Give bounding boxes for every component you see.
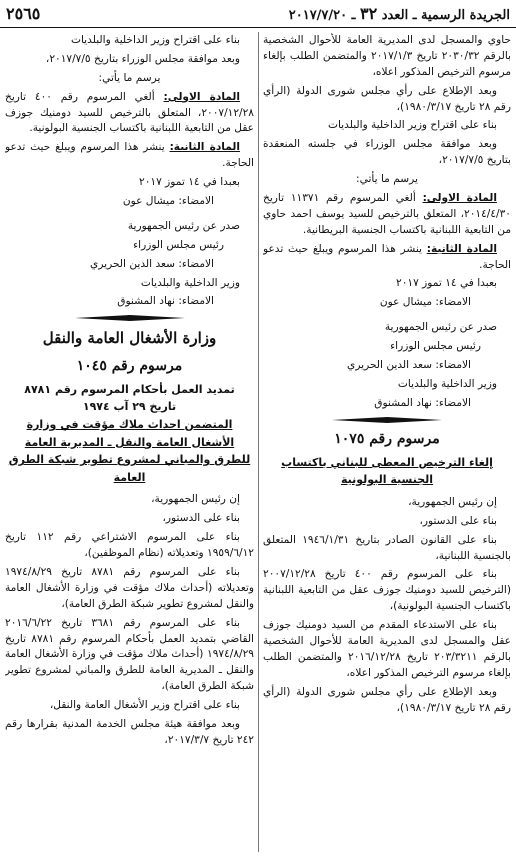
paragraph: بناء على اقتراح وزير الداخلية والبلديات [327, 119, 497, 132]
paragraph: بناء على المرسوم رقم ٨٧٨١ تاريخ ١٩٧٤/٨/٢٩ وتعديلاته (أحداث ملاك مؤقت في وزارة الأشغال العامة والنقل لمشروع تطوير شبكة الطرق العامة)، [5, 565, 254, 610]
decrees-line: يرسم ما يأتي: [98, 71, 161, 84]
issue-number: ٣٢ [360, 3, 378, 23]
paragraph: بناء على اقتراح وزير الأشغال العامة والنقل، [49, 699, 240, 712]
gazette-name: الجريدة الرسمية ـ العدد [381, 7, 510, 23]
issue-separator: ـ [351, 7, 356, 23]
signature-pm: الامضاء: سعد الدين الحريري [90, 257, 214, 270]
issued-by: صدر عن رئيس الجمهورية [127, 219, 240, 232]
section-ornament [263, 417, 511, 423]
signature-president: الامضاء: ميشال عون [122, 195, 214, 208]
page-number: ٢٥٦٥ [6, 3, 41, 23]
decree-title: إلغاء الترخيص المعطى للبناني باكتساب الجنسية البولونية [281, 455, 493, 487]
date-line: بعبدا في ١٤ تموز ٢٠١٧ [396, 277, 497, 290]
section-ornament [5, 315, 254, 321]
article-2 [263, 242, 511, 274]
paragraph: إن رئيس الجمهورية، [151, 493, 240, 506]
paragraph: بناء على الاستدعاء المقدم من السيد دومنيك جوزف عقل والمسجل لدى المديرية العامة للأحوال الشخصية بالرقم ٢٠٣/٣٢١١ تاريخ ٢٠١٦/١٢/٢٨ والمتضمن الطلب بإلغاء مرسوم الترخيص المذكور اعلاه، [263, 619, 511, 679]
page-header [0, 0, 516, 28]
signature-minister: الامضاء: نهاد المشنوق [117, 295, 214, 308]
decree-number: مرسوم رقم ١٠٧٥ [334, 430, 440, 447]
paragraph: بناء على المرسوم رقم ٣٦٨١ تاريخ ٢٠١٦/٦/٢٢ القاضي بتمديد العمل بأحكام المرسوم رقم ٨٧٨١ تاريخ ١٩٧٤/٨/٢٩ (أحداث ملاك مؤقت في وزارة الأشغال العامة والنقل ـ المديرية العامة للطرق والمباني لمشروع تطوير شبكة الطرق العامة)، [5, 616, 254, 693]
ministry-heading: وزارة الأشغال العامة والنقل [42, 329, 217, 348]
minister-title: وزير الداخلية والبلديات [397, 377, 497, 390]
paragraph: وبعد موافقة هيئة مجلس الخدمة المدنية بقرارها رقم ٢٤٢ تاريخ ٢٠١٧/٣/٧، [5, 718, 254, 746]
paragraph: بناء على المرسوم رقم ٤٠٠ تاريخ ٢٠٠٧/١٢/٢٨ (الترخيص للسيد دومنيك جوزف عقل من التابعية اللبنانية باكتساب الجنسية البولونية)، [263, 568, 511, 613]
paragraph: حاوي والمسجل لدى المديرية العامة للأحوال الشخصية بالرقم ٢٠٣٠/٣٢ تاريخ ٢٠١٧/١/٣ والمتضمن الطلب بإلغاء مرسوم الترخيص المذكور اعلاه، [263, 34, 511, 78]
article-text: ينشر هذا المرسوم ويبلغ حيث تدعو الحاجة. [5, 141, 254, 170]
pm-title: رئيس مجلس الوزراء [133, 238, 224, 251]
paragraph: وبعد موافقة مجلس الوزراء في جلسته المنعقدة بتاريخ ٢٠١٧/٧/٥، [263, 138, 511, 167]
article-text: ينشر هذا المرسوم ويبلغ حيث تدعو الحاجة. [263, 242, 511, 271]
decree-title-line: تمديد العمل بأحكام المرسوم رقم ٨٧٨١ [24, 382, 235, 396]
column-divider [258, 32, 259, 852]
article-label: المادة الاولى: [163, 90, 241, 103]
gazette-title [289, 2, 510, 26]
decree-title-line: تاريخ ٢٩ آب ١٩٧٤ [82, 400, 177, 414]
paragraph: بناء على الدستور، [162, 512, 240, 525]
paragraph: وبعد الإطلاع على رأي مجلس شورى الدولة (الرأي رقم ٢٨ تاريخ ١٩٨٠/٣/١٧)، [263, 84, 511, 113]
article-label: المادة الثانية: [426, 242, 497, 255]
article-1 [263, 191, 511, 239]
paragraph: بناء على القانون الصادر بتاريخ ١٩٤٦/١/٣١ المتعلق بالجنسية اللبنانية، [263, 533, 511, 562]
issued-by: صدر عن رئيس الجمهورية [384, 321, 497, 334]
signature-president: الامضاء: ميشال عون [379, 296, 471, 309]
article-label: المادة الثانية: [169, 141, 240, 154]
right-column [263, 33, 511, 854]
paragraph: بناء على المرسوم الاشتراعي رقم ١١٢ تاريخ ١٩٥٩/٦/١٢ وتعديلاته (نظام الموظفين)، [5, 531, 254, 560]
paragraph: بناء على اقتراح وزير الداخلية والبلديات [70, 34, 240, 46]
left-column [5, 33, 254, 854]
pm-title: رئيس مجلس الوزراء [390, 340, 481, 353]
decree-title-line: المتضمن احداث ملاك مؤقت في وزارة الأشغال العامة والنقل ـ المديرية العامة للطرق والمباني لمشروع تطوير شبكة الطرق العامة [8, 418, 251, 484]
article-text: ألغي المرسوم رقم ١١٣٧١ تاريخ ٢٠١٤/٤/٣٠، المتعلق بالترخيص للسيد يوسف احمد حاوي من التابعية اللبنانية باكتساب الجنسية البريطانية. [263, 192, 511, 236]
article-label: المادة الاولى: [422, 192, 498, 205]
signature-pm: الامضاء: سعد الدين الحريري [347, 359, 471, 372]
article-text: ألغي المرسوم رقم ٤٠٠ تاريخ ٢٠٠٧/١٢/٢٨، المتعلق بالترخيص للسيد دومنيك جوزف عقل من التابعية اللبنانية باكتساب الجنسية البولونية. [5, 90, 254, 135]
article-2 [5, 140, 254, 172]
signature-minister: الامضاء: نهاد المشنوق [374, 396, 471, 409]
date-line: بعبدا في ١٤ تموز ٢٠١٧ [139, 176, 240, 189]
paragraph: بناء على الدستور، [419, 514, 497, 527]
decree-number: مرسوم رقم ١٠٤٥ [76, 357, 183, 374]
issue-date: ٢٠١٧/٧/٢٠ [288, 7, 348, 23]
paragraph: وبعد موافقة مجلس الوزراء بتاريخ ٢٠١٧/٧/٥، [45, 52, 240, 65]
article-1 [5, 90, 254, 138]
decrees-line: يرسم ما يأتي: [356, 173, 418, 186]
paragraph: إن رئيس الجمهورية، [408, 495, 497, 508]
minister-title: وزير الداخلية والبلديات [140, 276, 240, 289]
paragraph: وبعد الإطلاع على رأي مجلس شورى الدولة (الرأي رقم ٢٨ تاريخ ١٩٨٠/٣/١٧)، [263, 685, 511, 714]
